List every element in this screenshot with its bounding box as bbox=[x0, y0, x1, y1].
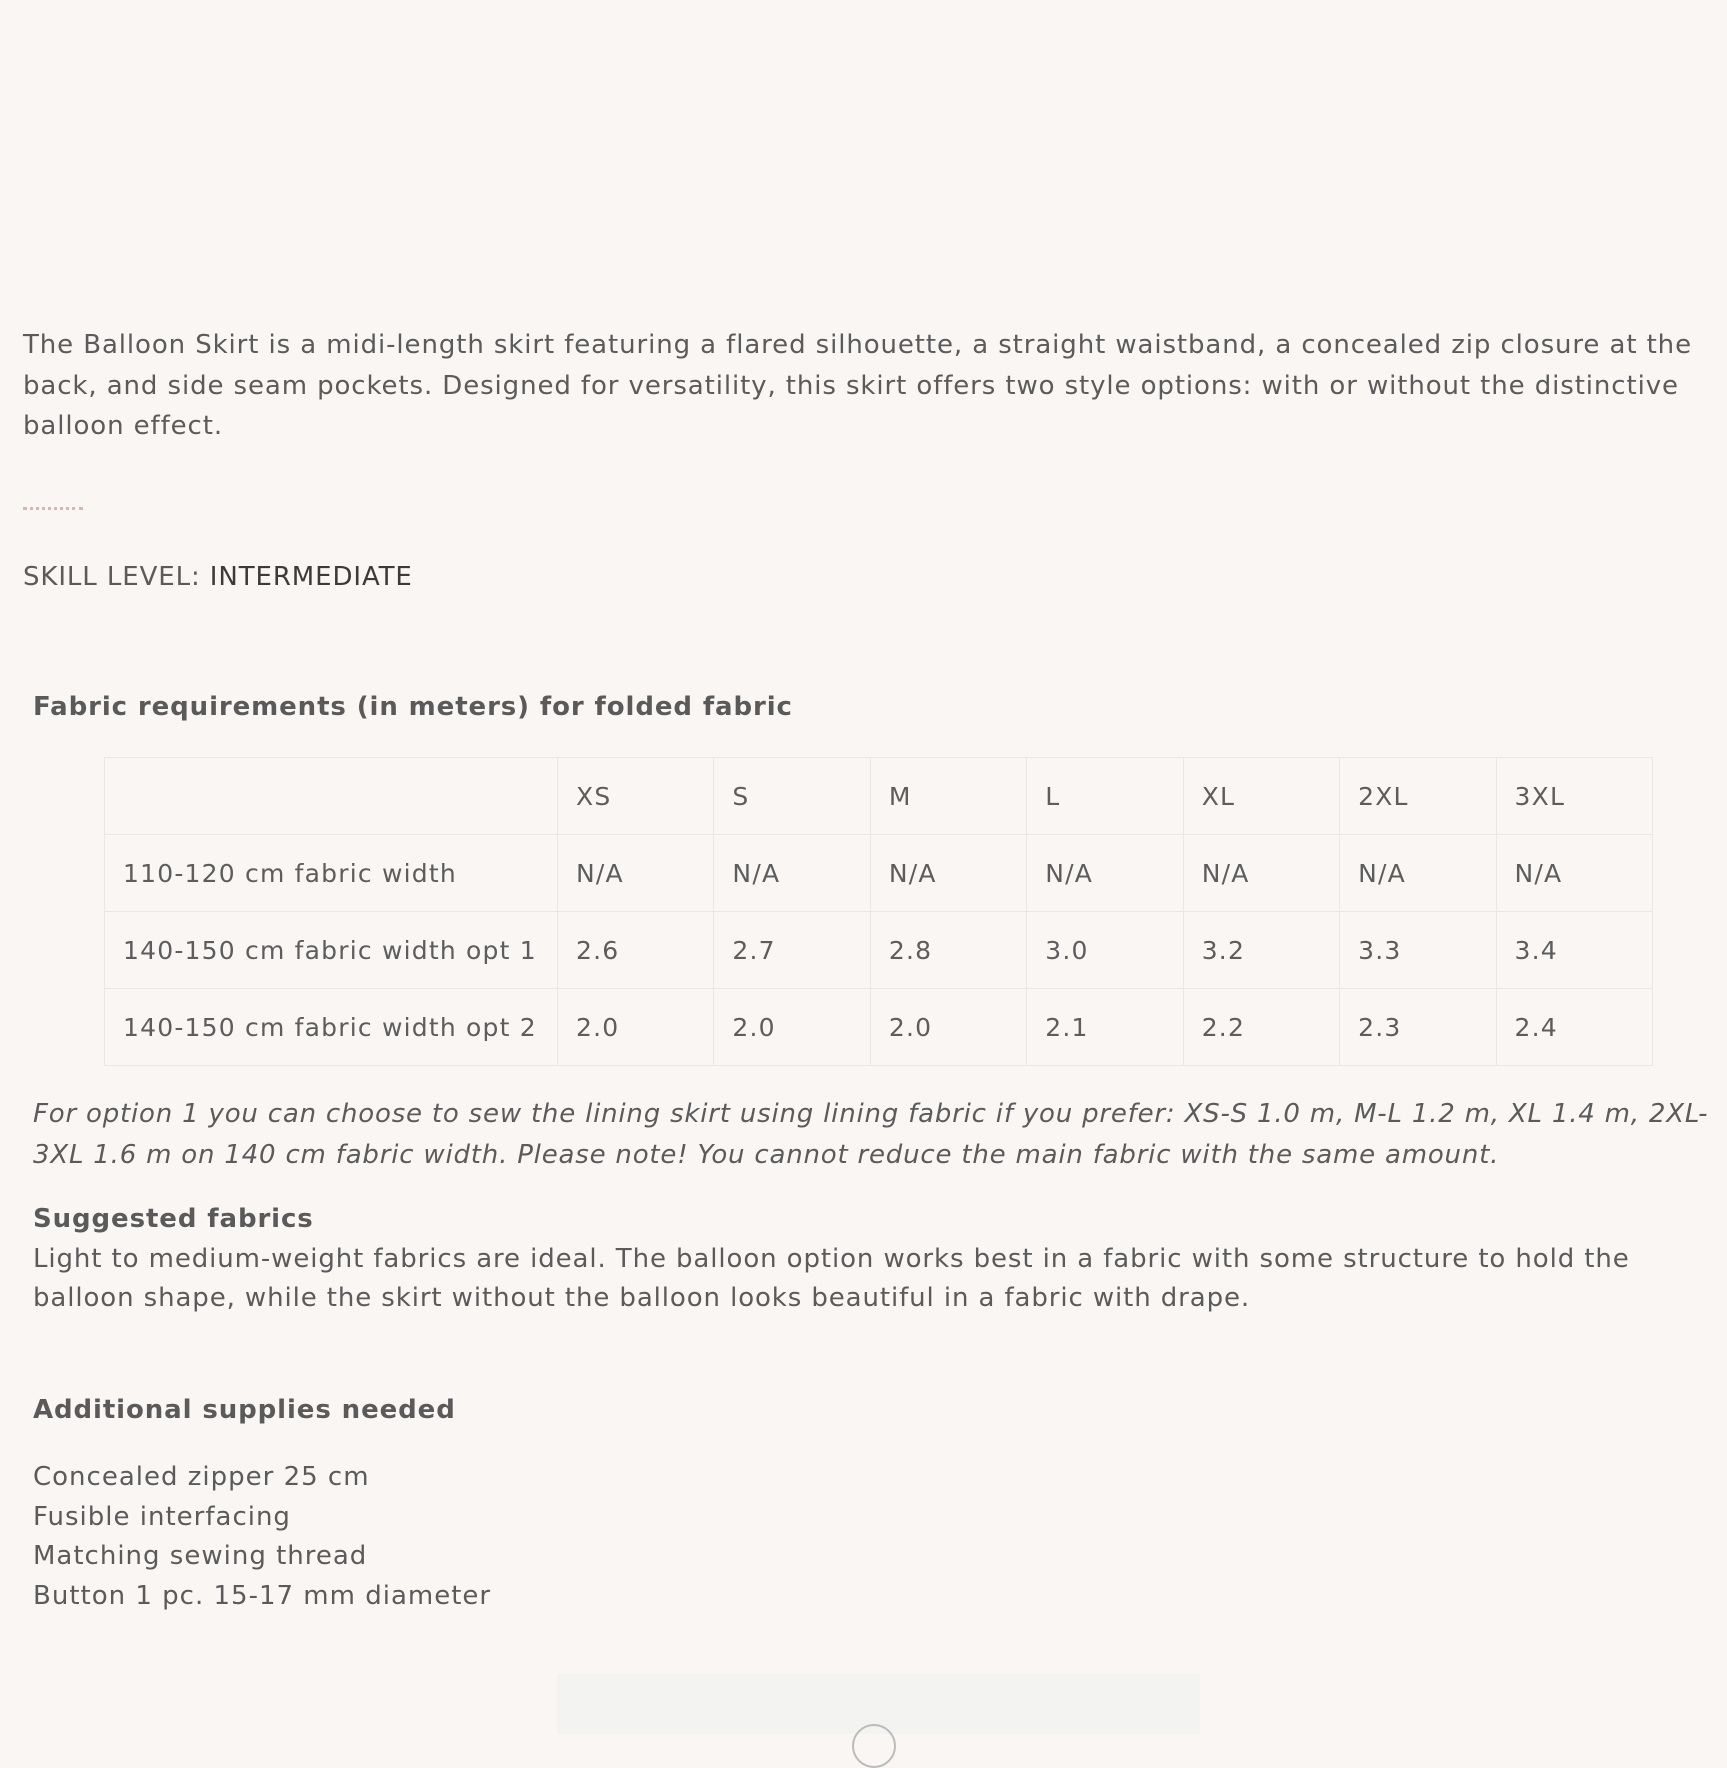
header-cell: M bbox=[870, 758, 1026, 835]
supplies-list bbox=[33, 1458, 491, 1616]
table-header-row bbox=[105, 758, 1653, 835]
table-cell: 2.3 bbox=[1340, 989, 1496, 1066]
table-cell: N/A bbox=[714, 835, 870, 912]
list-item: Matching sewing thread bbox=[33, 1541, 368, 1571]
table-row bbox=[105, 989, 1653, 1066]
table-cell: 2.0 bbox=[714, 989, 870, 1066]
table-cell: N/A bbox=[1027, 835, 1183, 912]
table-cell: 3.0 bbox=[1027, 912, 1183, 989]
skill-level-value: INTERMEDIATE bbox=[209, 562, 413, 592]
product-image bbox=[557, 1674, 1200, 1734]
header-cell: S bbox=[714, 758, 870, 835]
header-cell bbox=[105, 758, 558, 835]
dotted-divider bbox=[23, 507, 83, 510]
lining-note: For option 1 you can choose to sew the lining skirt using lining fabric if you prefer: XS-S 1.0 m, M-L 1.2 m, XL 1.4 m, 2XL-3XL 1.6 m on 140 cm fabric width. Please note! You cannot reduce the main fabric with the same amount. bbox=[33, 1099, 1709, 1170]
table-row bbox=[105, 835, 1653, 912]
skill-level bbox=[23, 562, 413, 592]
table-cell: 140-150 cm fabric width opt 1 bbox=[105, 912, 558, 989]
table-cell: 3.2 bbox=[1183, 912, 1339, 989]
table-cell: 2.8 bbox=[870, 912, 1026, 989]
list-item: Concealed zipper 25 cm bbox=[33, 1462, 370, 1492]
table-cell: 110-120 cm fabric width bbox=[105, 835, 558, 912]
table-cell: 3.4 bbox=[1496, 912, 1652, 989]
table-cell: N/A bbox=[870, 835, 1026, 912]
header-cell: 3XL bbox=[1496, 758, 1652, 835]
table-cell: 2.0 bbox=[558, 989, 714, 1066]
table-cell: 2.2 bbox=[1183, 989, 1339, 1066]
header-cell: L bbox=[1027, 758, 1183, 835]
table-cell: 2.4 bbox=[1496, 989, 1652, 1066]
table-cell: N/A bbox=[1183, 835, 1339, 912]
table-cell: 2.1 bbox=[1027, 989, 1183, 1066]
fabric-requirements-title: Fabric requirements (in meters) for folded fabric bbox=[33, 692, 793, 722]
fabric-requirements-table bbox=[104, 757, 1653, 1066]
table-cell: 2.7 bbox=[714, 912, 870, 989]
list-item: Button 1 pc. 15-17 mm diameter bbox=[33, 1580, 492, 1611]
header-cell: XS bbox=[558, 758, 714, 835]
suggested-fabrics-title: Suggested fabrics bbox=[33, 1204, 314, 1234]
header-cell: 2XL bbox=[1340, 758, 1496, 835]
product-description: The Balloon Skirt is a midi-length skirt featuring a flared silhouette, a straight waistband, a concealed zip closure at the back, and side seam pockets. Designed for versatility, this skirt offers two style options: with or without the distinctive balloon effect. bbox=[23, 330, 1692, 441]
table-cell: N/A bbox=[558, 835, 714, 912]
skill-level-label: SKILL LEVEL: bbox=[23, 562, 210, 592]
table-cell: N/A bbox=[1340, 835, 1496, 912]
table-cell: 140-150 cm fabric width opt 2 bbox=[105, 989, 558, 1066]
table-cell: N/A bbox=[1496, 835, 1652, 912]
header-cell: XL bbox=[1183, 758, 1339, 835]
table-row bbox=[105, 912, 1653, 989]
list-item: Fusible interfacing bbox=[33, 1501, 291, 1532]
image-loading-icon bbox=[852, 1724, 896, 1768]
suggested-fabrics-text: Light to medium-weight fabrics are ideal. The balloon option works best in a fabric with some structure to hold the balloon shape, while the skirt without the balloon looks beautiful in a fabric with drape. bbox=[33, 1244, 1630, 1313]
table-cell: 2.6 bbox=[558, 912, 714, 989]
supplies-title: Additional supplies needed bbox=[33, 1395, 456, 1425]
table-cell: 2.0 bbox=[870, 989, 1026, 1066]
table-cell: 3.3 bbox=[1340, 912, 1496, 989]
